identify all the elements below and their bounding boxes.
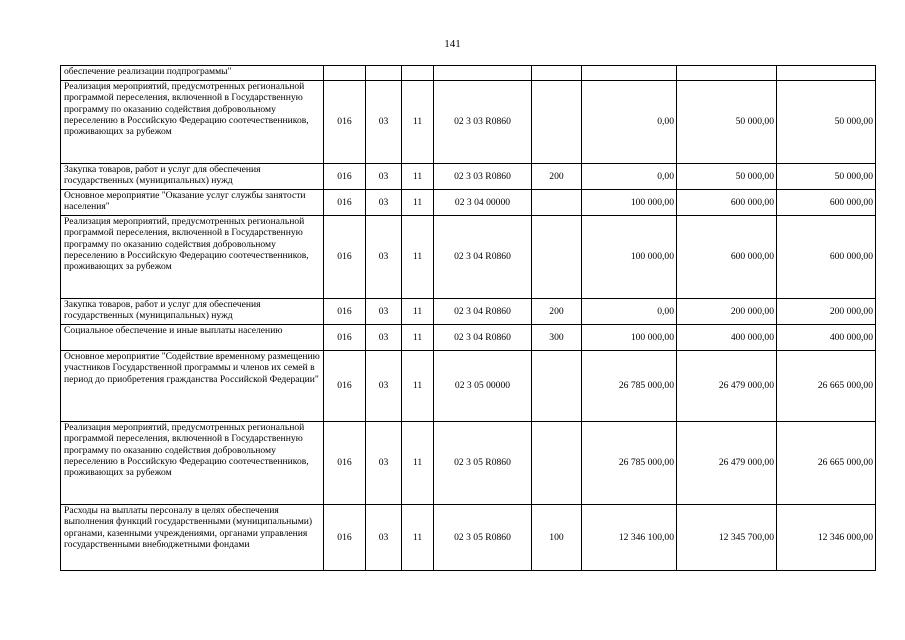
section-code-cell: 03 <box>366 216 402 299</box>
amount-year2-cell: 400 000,00 <box>677 325 777 351</box>
expense-kind-cell <box>532 216 582 299</box>
table-row <box>61 164 876 190</box>
section-code-cell: 03 <box>366 351 402 422</box>
row-name-cell: Закупка товаров, работ и услуг для обеспечения государственных (муниципальных) нужд <box>61 164 324 190</box>
amount-year3-cell: 26 665 000,00 <box>777 422 876 505</box>
amount-year2-cell: 200 000,00 <box>677 299 777 325</box>
row-name-cell: Закупка товаров, работ и услуг для обеспечения государственных (муниципальных) нужд <box>61 299 324 325</box>
subsection-code-cell: 11 <box>402 325 434 351</box>
target-article-cell: 02 3 04 R0860 <box>434 216 532 299</box>
row-name-cell: Социальное обеспечение и иные выплаты населению <box>61 325 324 351</box>
amount-year1-cell: 0,00 <box>582 81 677 164</box>
amount-year3-cell <box>777 66 876 81</box>
table-row <box>61 422 876 505</box>
amount-year1-cell: 0,00 <box>582 299 677 325</box>
expense-kind-cell: 200 <box>532 164 582 190</box>
target-article-cell: 02 3 03 R0860 <box>434 81 532 164</box>
subsection-code-cell: 11 <box>402 216 434 299</box>
table-row <box>61 351 876 422</box>
table-row <box>61 505 876 571</box>
expense-kind-cell <box>532 351 582 422</box>
amount-year3-cell: 12 346 000,00 <box>777 505 876 571</box>
subsection-code-cell: 11 <box>402 422 434 505</box>
target-article-cell <box>434 66 532 81</box>
target-article-cell: 02 3 04 R0860 <box>434 325 532 351</box>
row-name-cell: Основное мероприятие "Оказание услуг службы занятости населения" <box>61 190 324 216</box>
amount-year2-cell: 50 000,00 <box>677 81 777 164</box>
ministry-code-cell: 016 <box>324 81 366 164</box>
expense-kind-cell: 100 <box>532 505 582 571</box>
amount-year2-cell: 12 345 700,00 <box>677 505 777 571</box>
subsection-code-cell: 11 <box>402 505 434 571</box>
amount-year2-cell: 26 479 000,00 <box>677 351 777 422</box>
amount-year2-cell: 600 000,00 <box>677 190 777 216</box>
table-row <box>61 66 876 81</box>
section-code-cell: 03 <box>366 164 402 190</box>
page-number: 141 <box>444 38 461 50</box>
ministry-code-cell: 016 <box>324 299 366 325</box>
subsection-code-cell: 11 <box>402 190 434 216</box>
subsection-code-cell <box>402 66 434 81</box>
subsection-code-cell: 11 <box>402 164 434 190</box>
section-code-cell: 03 <box>366 325 402 351</box>
table-row <box>61 81 876 164</box>
row-name-cell: Реализация мероприятий, предусмотренных региональной программой переселения, включенной в Государственную программу по оказанию содействия добровольному переселению в Российскую Федерацию соотечественников, проживающих за рубежом <box>61 81 324 164</box>
ministry-code-cell <box>324 66 366 81</box>
row-name-cell: Расходы на выплаты персоналу в целях обеспечения выполнения функций государственными (муниципальными) органами, казенными учреждениями, органами управления государственными внебюджетными фондами <box>61 505 324 571</box>
ministry-code-cell: 016 <box>324 351 366 422</box>
expense-kind-cell <box>532 190 582 216</box>
subsection-code-cell: 11 <box>402 81 434 164</box>
expense-kind-cell <box>532 66 582 81</box>
target-article-cell: 02 3 05 00000 <box>434 351 532 422</box>
amount-year1-cell <box>582 66 677 81</box>
amount-year1-cell: 0,00 <box>582 164 677 190</box>
expense-kind-cell: 200 <box>532 299 582 325</box>
amount-year2-cell <box>677 66 777 81</box>
amount-year3-cell: 600 000,00 <box>777 216 876 299</box>
section-code-cell: 03 <box>366 81 402 164</box>
amount-year1-cell: 26 785 000,00 <box>582 351 677 422</box>
ministry-code-cell: 016 <box>324 422 366 505</box>
target-article-cell: 02 3 04 00000 <box>434 190 532 216</box>
amount-year2-cell: 50 000,00 <box>677 164 777 190</box>
subsection-code-cell: 11 <box>402 351 434 422</box>
amount-year3-cell: 50 000,00 <box>777 81 876 164</box>
amount-year1-cell: 100 000,00 <box>582 216 677 299</box>
row-name-cell: Основное мероприятие "Содействие временному размещению участников Государственной программы и членов их семей в период до приобретения гражданства Российской Федерации" <box>61 351 324 422</box>
target-article-cell: 02 3 05 R0860 <box>434 422 532 505</box>
row-name-cell: Реализация мероприятий, предусмотренных региональной программой переселения, включенной в Государственную программу по оказанию содействия добровольному переселению в Российскую Федерацию соотечественников, проживающих за рубежом <box>61 216 324 299</box>
amount-year3-cell: 600 000,00 <box>777 190 876 216</box>
amount-year1-cell: 26 785 000,00 <box>582 422 677 505</box>
amount-year1-cell: 12 346 100,00 <box>582 505 677 571</box>
expense-kind-cell: 300 <box>532 325 582 351</box>
table-row <box>61 216 876 299</box>
section-code-cell: 03 <box>366 299 402 325</box>
budget-table <box>60 65 876 571</box>
ministry-code-cell: 016 <box>324 164 366 190</box>
amount-year3-cell: 200 000,00 <box>777 299 876 325</box>
section-code-cell: 03 <box>366 190 402 216</box>
amount-year3-cell: 26 665 000,00 <box>777 351 876 422</box>
expense-kind-cell <box>532 81 582 164</box>
target-article-cell: 02 3 03 R0860 <box>434 164 532 190</box>
amount-year1-cell: 100 000,00 <box>582 325 677 351</box>
table-row <box>61 299 876 325</box>
subsection-code-cell: 11 <box>402 299 434 325</box>
ministry-code-cell: 016 <box>324 505 366 571</box>
amount-year3-cell: 400 000,00 <box>777 325 876 351</box>
amount-year2-cell: 26 479 000,00 <box>677 422 777 505</box>
target-article-cell: 02 3 04 R0860 <box>434 299 532 325</box>
section-code-cell: 03 <box>366 505 402 571</box>
expense-kind-cell <box>532 422 582 505</box>
row-name-cell: обеспечение реализации подпрограммы" <box>61 66 324 81</box>
amount-year2-cell: 600 000,00 <box>677 216 777 299</box>
amount-year1-cell: 100 000,00 <box>582 190 677 216</box>
section-code-cell <box>366 66 402 81</box>
ministry-code-cell: 016 <box>324 216 366 299</box>
ministry-code-cell: 016 <box>324 190 366 216</box>
amount-year3-cell: 50 000,00 <box>777 164 876 190</box>
row-name-cell: Реализация мероприятий, предусмотренных региональной программой переселения, включенной в Государственную программу по оказанию содействия добровольному переселению в Российскую Федерацию соотечественников, проживающих за рубежом <box>61 422 324 505</box>
section-code-cell: 03 <box>366 422 402 505</box>
target-article-cell: 02 3 05 R0860 <box>434 505 532 571</box>
ministry-code-cell: 016 <box>324 325 366 351</box>
table-row <box>61 190 876 216</box>
table-row <box>61 325 876 351</box>
